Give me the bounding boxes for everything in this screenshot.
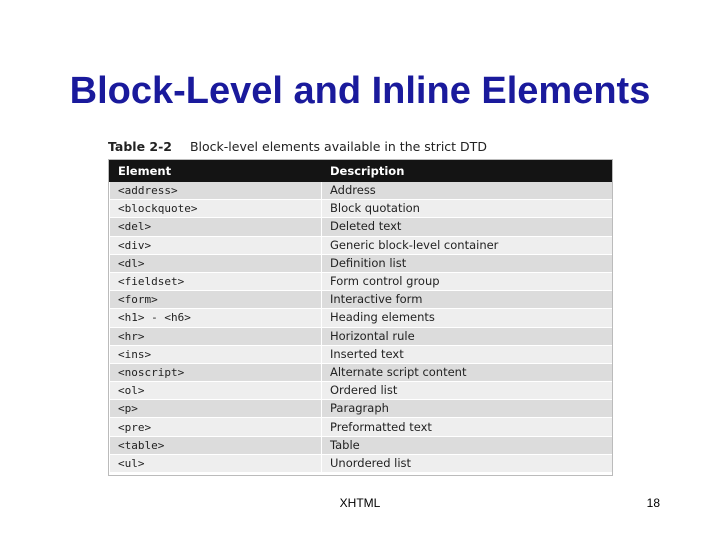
element-cell: <ol> xyxy=(110,382,322,400)
description-cell: Address xyxy=(322,182,613,200)
description-cell: Unordered list xyxy=(322,454,613,472)
description-cell: Definition list xyxy=(322,254,613,272)
table-row xyxy=(110,400,613,418)
element-cell: <hr> xyxy=(110,327,322,345)
table-row xyxy=(110,182,613,200)
description-cell: Heading elements xyxy=(322,309,613,327)
element-cell: <pre> xyxy=(110,418,322,436)
table-row xyxy=(110,327,613,345)
table-row xyxy=(110,218,613,236)
description-cell: Paragraph xyxy=(322,400,613,418)
element-cell: <fieldset> xyxy=(110,272,322,290)
description-cell: Inserted text xyxy=(322,345,613,363)
description-cell: Block quotation xyxy=(322,200,613,218)
table-row xyxy=(110,363,613,381)
table-row xyxy=(110,309,613,327)
description-cell: Preformatted text xyxy=(322,418,613,436)
slide-title: Block-Level and Inline Elements xyxy=(69,70,651,112)
description-cell: Generic block-level container xyxy=(322,236,613,254)
element-cell: <dl> xyxy=(110,254,322,272)
description-cell: Horizontal rule xyxy=(322,327,613,345)
table-row xyxy=(110,291,613,309)
table-header-row xyxy=(110,161,613,182)
description-cell: Deleted text xyxy=(322,218,613,236)
table-row xyxy=(110,236,613,254)
element-cell: <form> xyxy=(110,291,322,309)
footer-text: XHTML xyxy=(339,496,381,510)
header-element: Element xyxy=(110,161,322,182)
table-row xyxy=(110,254,613,272)
table-row xyxy=(110,200,613,218)
description-cell: Alternate script content xyxy=(322,363,613,381)
element-cell: <table> xyxy=(110,436,322,454)
table-caption-label: Table 2-2 xyxy=(108,139,172,154)
description-cell: Ordered list xyxy=(322,382,613,400)
table-caption-text: Block-level elements available in the strict DTD xyxy=(189,139,487,154)
element-cell: <p> xyxy=(110,400,322,418)
element-cell: <blockquote> xyxy=(110,200,322,218)
page-number: 18 xyxy=(646,496,660,510)
element-cell: <div> xyxy=(110,236,322,254)
element-cell: <noscript> xyxy=(110,363,322,381)
table-caption xyxy=(108,139,487,154)
header-description: Description xyxy=(322,161,613,182)
element-cell: <del> xyxy=(110,218,322,236)
dtd-elements-table xyxy=(109,160,613,473)
table-row xyxy=(110,418,613,436)
element-cell: <ins> xyxy=(110,345,322,363)
description-cell: Form control group xyxy=(322,272,613,290)
table-row xyxy=(110,454,613,472)
element-cell: <address> xyxy=(110,182,322,200)
element-cell: <ul> xyxy=(110,454,322,472)
description-cell: Table xyxy=(322,436,613,454)
table-row xyxy=(110,436,613,454)
element-cell: <h1> - <h6> xyxy=(110,309,322,327)
description-cell: Interactive form xyxy=(322,291,613,309)
table-row xyxy=(110,345,613,363)
table-row xyxy=(110,272,613,290)
table-row xyxy=(110,382,613,400)
